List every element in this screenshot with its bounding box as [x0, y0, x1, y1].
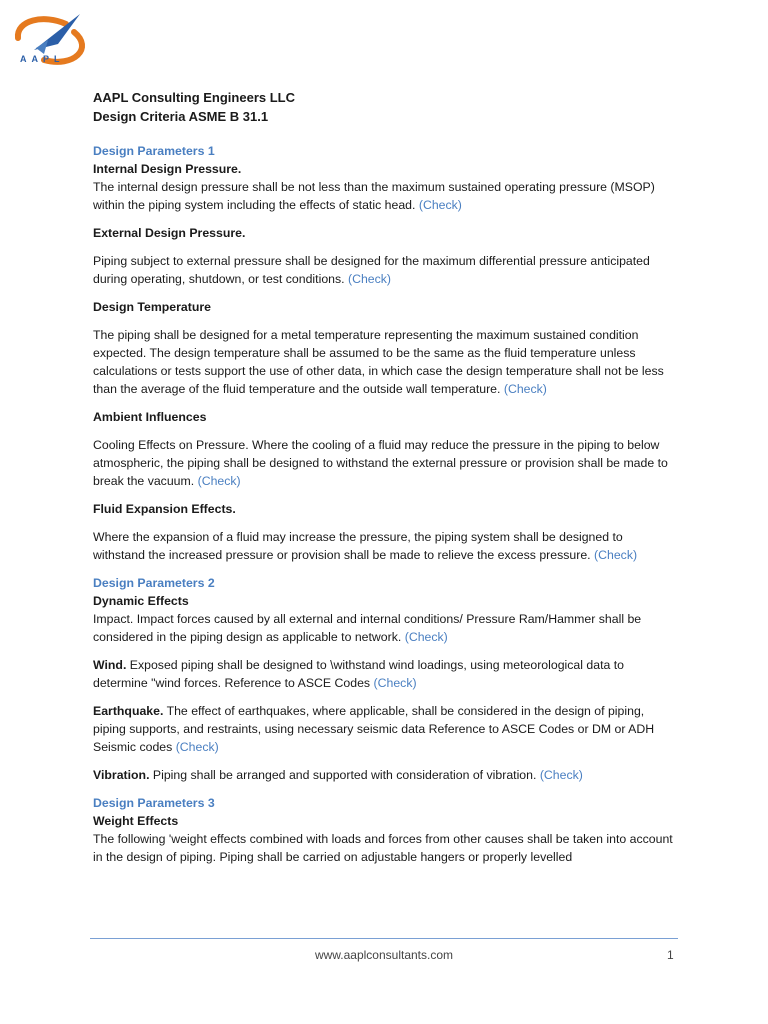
- section-title-2: Design Parameters 2: [93, 576, 215, 590]
- check-link[interactable]: (Check): [539, 768, 583, 782]
- check-link[interactable]: (Check): [197, 474, 241, 488]
- ambient-influences-text: Cooling Effects on Pressure. Where the cooling of a fluid may reduce the pressure in the piping to below atmospheric, the piping shall be designed to withstand the external pressure or provision shall be made to break the vacuum. (Check): [93, 438, 668, 488]
- document-title: Design Criteria ASME B 31.1: [93, 109, 269, 124]
- wind-text: Wind. Exposed piping shall be designed to \withstand wind loadings, using meteorological data to determine "wind forces. Reference to ASCE Codes (Check): [93, 658, 625, 690]
- vibration-text: Vibration. Piping shall be arranged and supported with consideration of vibration. (Check): [93, 768, 583, 782]
- company-name: AAPL Consulting Engineers LLC: [93, 90, 295, 105]
- earthquake-text: Earthquake. The effect of earthquakes, where applicable, shall be considered in the design of piping, piping supports, and restraints, using necessary seismic data Reference to ASCE Codes or DM or ADH Seismic codes (Check): [93, 704, 655, 754]
- logo-text: AAPL: [20, 54, 65, 64]
- fluid-expansion-text: Where the expansion of a fluid may increase the pressure, the piping system shall be designed to withstand the increased pressure or provision shall be made to relieve the excess pressure. (Check): [93, 530, 638, 562]
- ambient-influences-heading: Ambient Influences: [93, 410, 207, 424]
- check-link[interactable]: (Check): [373, 676, 417, 690]
- design-temperature-heading: Design Temperature: [93, 300, 211, 314]
- section-title-3: Design Parameters 3: [93, 796, 215, 810]
- check-link[interactable]: (Check): [175, 740, 219, 754]
- internal-pressure-heading: Internal Design Pressure.: [93, 162, 242, 176]
- section-title-1: Design Parameters 1: [93, 144, 215, 158]
- weight-effects-text: The following 'weight effects combined with loads and forces from other causes shall be taken into account in the design of piping. Piping shall be carried on adjustable hangers or properly levelled: [93, 832, 673, 864]
- document-body: [93, 88, 678, 866]
- internal-pressure-text: The internal design pressure shall be not less than the maximum sustained operating pressure (MSOP) within the piping system including the effects of static head. (Check): [93, 180, 655, 212]
- weight-effects-heading: Weight Effects: [93, 814, 179, 828]
- check-link[interactable]: (Check): [404, 630, 448, 644]
- external-pressure-heading: External Design Pressure.: [93, 226, 246, 240]
- dynamic-effects-heading: Dynamic Effects: [93, 594, 189, 608]
- external-pressure-text: Piping subject to external pressure shall be designed for the maximum differential pressure anticipated during operating, shutdown, or test conditions. (Check): [93, 254, 650, 286]
- check-link[interactable]: (Check): [594, 548, 638, 562]
- check-link[interactable]: (Check): [418, 198, 462, 212]
- fluid-expansion-heading: Fluid Expansion Effects.: [93, 502, 236, 516]
- check-link[interactable]: (Check): [347, 272, 392, 286]
- design-temperature-text: The piping shall be designed for a metal temperature representing the maximum sustained condition expected. The design temperature shall be assumed to be the same as the fluid temperature unless calculations or tests support the use of other data, in which case the design temperature shall not be less than the average of the fluid temperature and the outside wall temperature. (Check): [93, 328, 664, 396]
- check-link[interactable]: (Check): [503, 382, 547, 396]
- footer-divider: [90, 938, 678, 939]
- impact-text: Impact. Impact forces caused by all external and internal conditions/ Pressure Ram/Hammer shall be considered in the piping design as applicable to network. (Check): [93, 612, 642, 644]
- page-number: 1: [667, 948, 674, 962]
- footer-url[interactable]: www.aaplconsultants.com: [314, 948, 454, 962]
